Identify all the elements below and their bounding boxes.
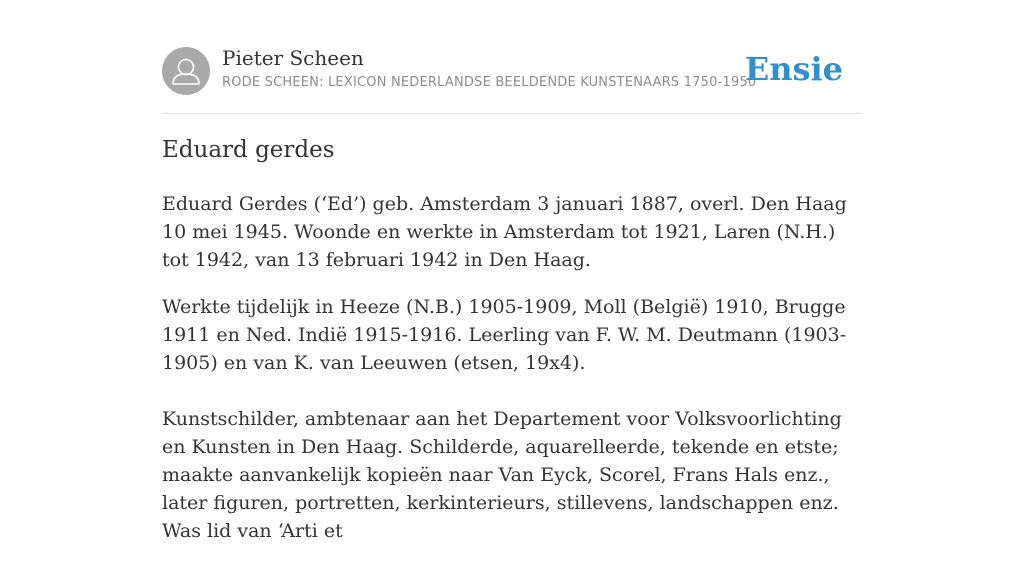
- avatar[interactable]: [162, 47, 210, 95]
- user-icon: [162, 47, 210, 95]
- author-header: [162, 45, 862, 113]
- header-divider: [162, 113, 862, 114]
- article-title: Eduard gerdes: [162, 137, 335, 163]
- paragraph: Werkte tijdelijk in Heeze (N.B.) 1905-1909, Moll (België) 1910, Brugge 1911 en Ned. Indië 1915-1916. Leerling van F. W. M. Deutmann (1903-1905) en van K. van Leeuwen (etsen, 19x4).: [162, 296, 847, 374]
- paragraph: Kunstschilder, ambtenaar aan het Departement voor Volksvoorlichting en Kunsten in Den Haag. Schilderde, aquarelleerde, tekende en etste; maakte aanvankelijk kopieën naar Van Eyck, Scorel, Frans Hals enz., later figuren, portretten, kerkinterieurs, stillevens, landschappen enz. Was lid van ‘Arti et: [162, 408, 842, 542]
- article-body: [162, 190, 862, 564]
- ensie-logo[interactable]: Ensie: [744, 50, 843, 88]
- source-title[interactable]: RODE SCHEEN: LEXICON NEDERLANDSE BEELDENDE KUNSTENAARS 1750-1950: [222, 75, 757, 90]
- author-name[interactable]: Pieter Scheen: [222, 46, 364, 70]
- paragraph: Eduard Gerdes (‘Ed’) geb. Amsterdam 3 januari 1887, overl. Den Haag 10 mei 1945. Woonde en werkte in Amsterdam tot 1921, Laren (N.H.) tot 1942, van 13 februari 1942 in Den Haag.: [162, 193, 847, 271]
